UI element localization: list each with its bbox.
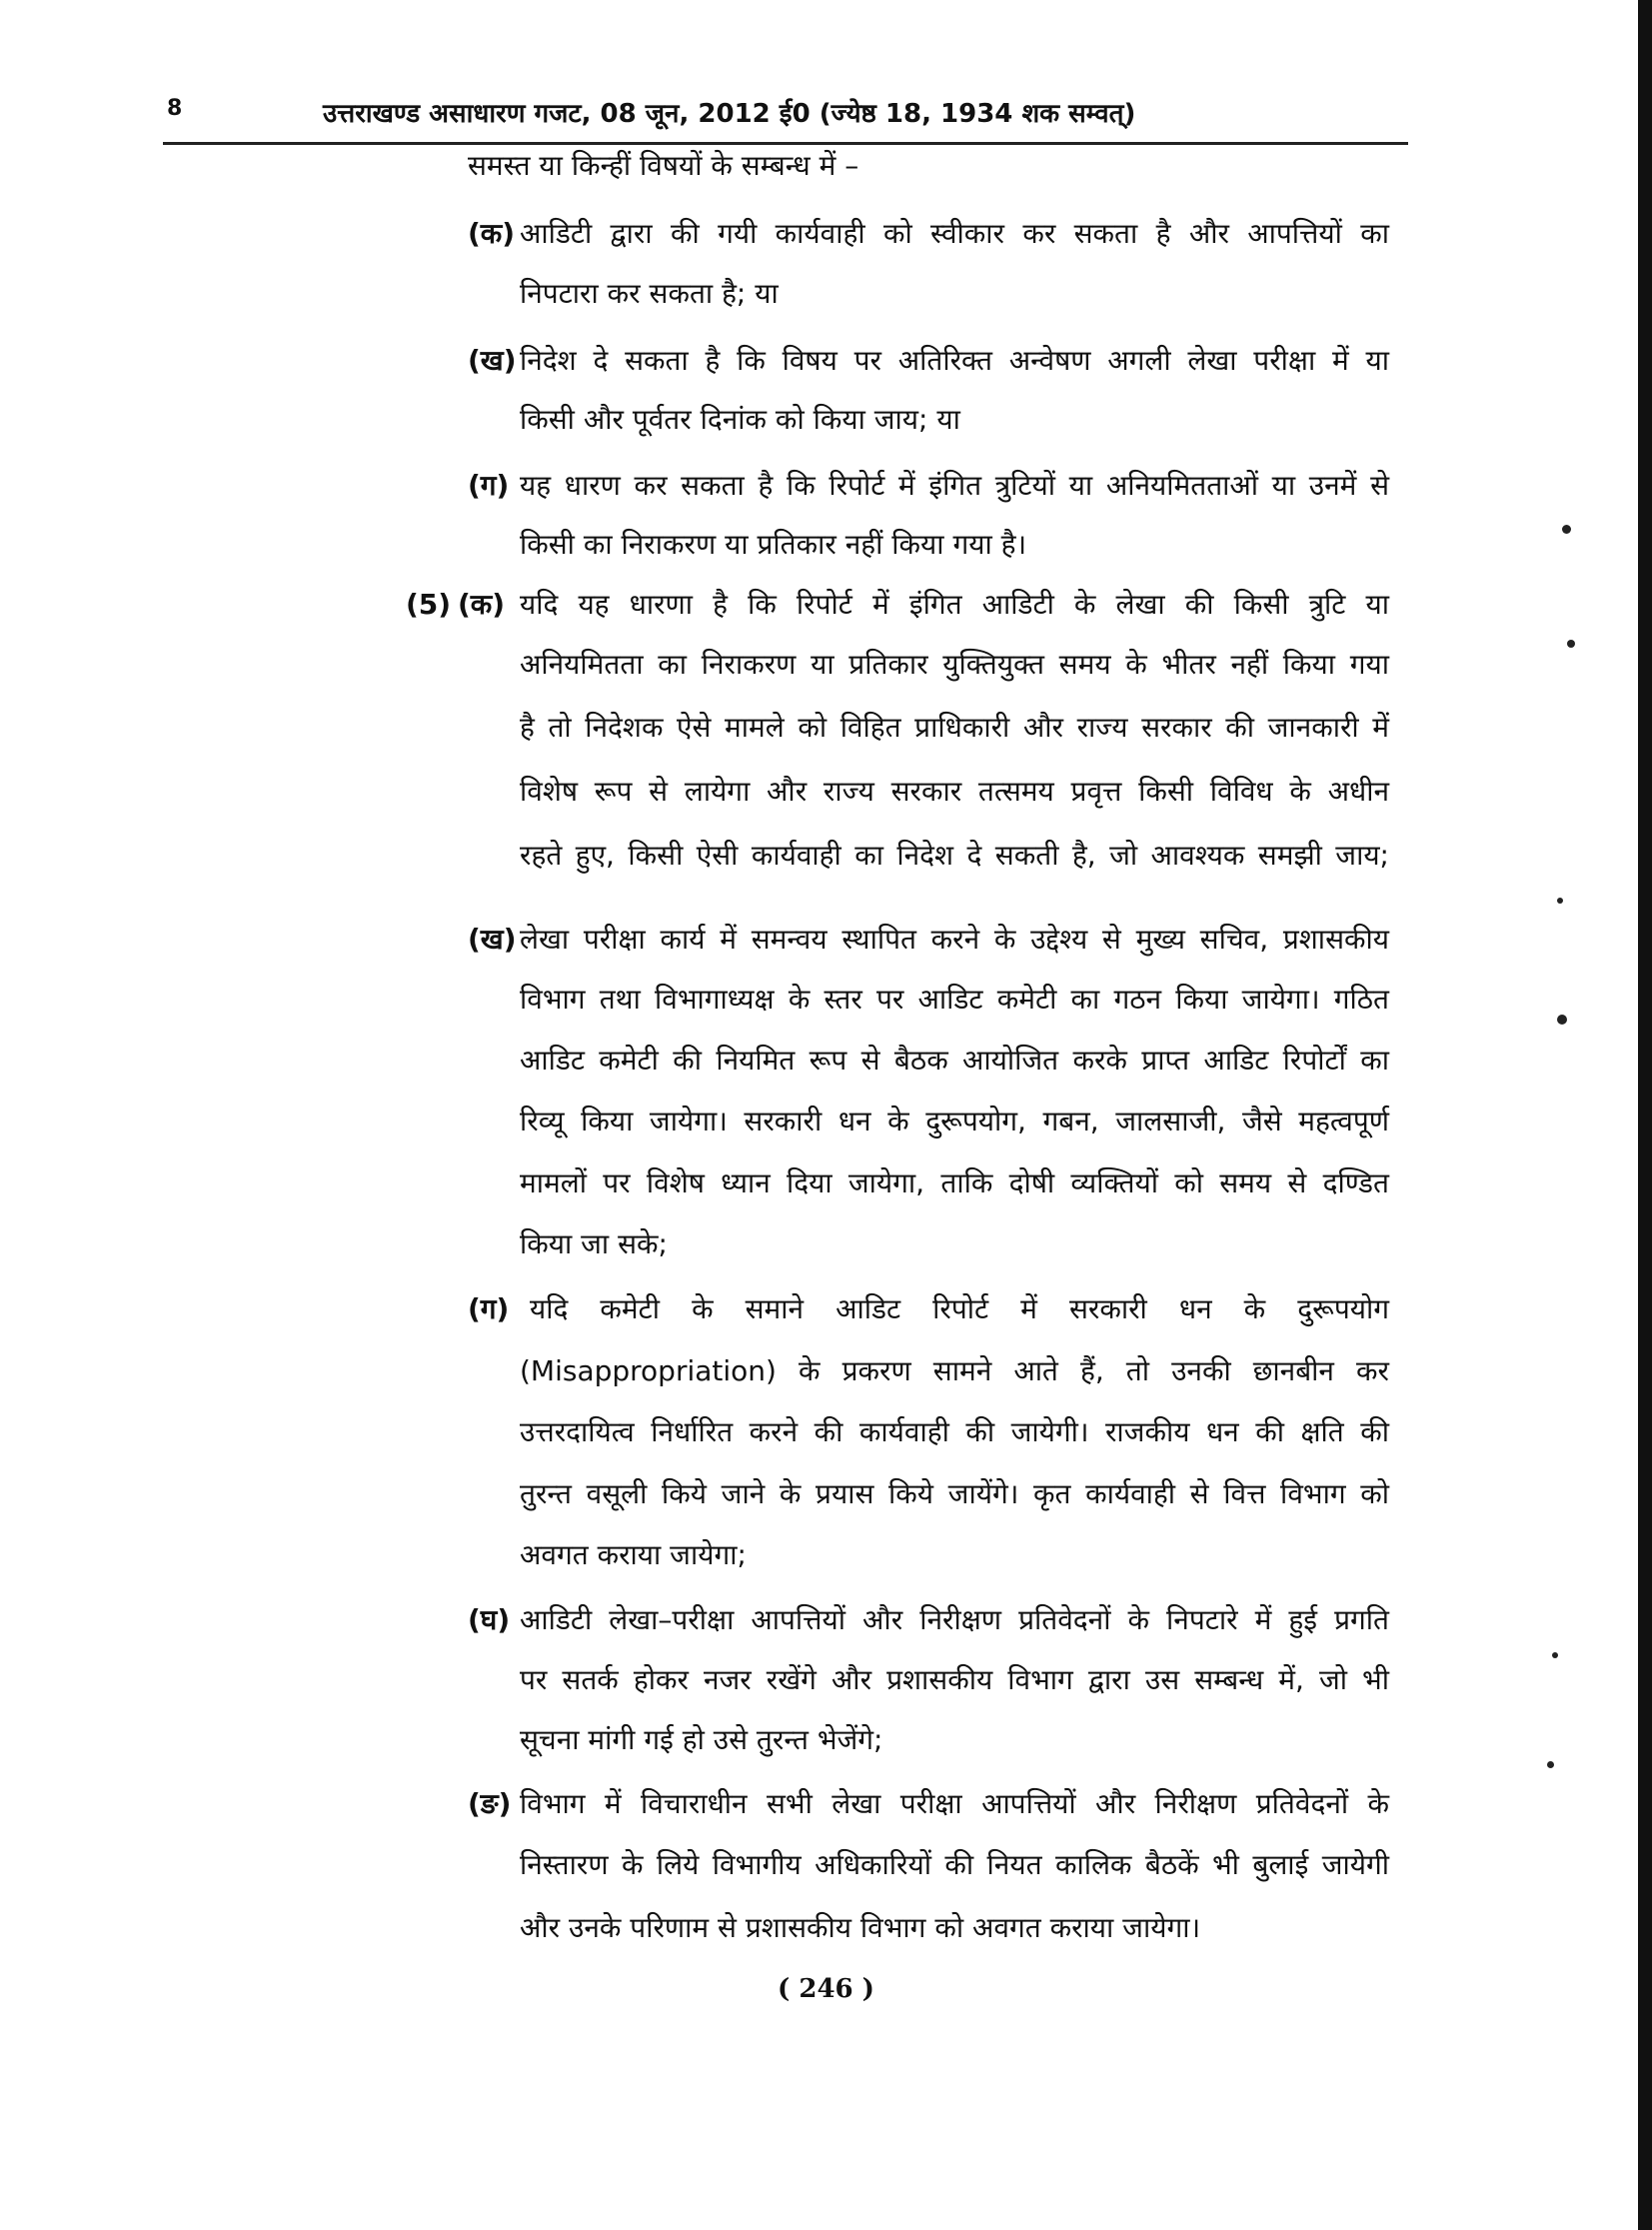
item-ka-label: (क) [468, 217, 516, 250]
section-5-ka-line: विशेष रूप से लायेगा और राज्य सरकार तत्समय प्रवृत्त किसी विविध के अधीन [520, 775, 1389, 808]
item-ga-line: किसी का निराकरण या प्रतिकार नहीं किया गया है। [520, 528, 1027, 561]
page-header [163, 92, 1408, 145]
section-5-gha-line: पर सतर्क होकर नजर रखेंगे और प्रशासकीय विभाग द्वारा उस सम्बन्ध में, जो भी [520, 1663, 1389, 1696]
scan-speck [1547, 1761, 1554, 1768]
item-kha-line: किसी और पूर्वतर दिनांक को किया जाय; या [520, 403, 960, 436]
item-ka-line: निपटारा कर सकता है; या [520, 277, 779, 310]
scan-speck [1567, 640, 1575, 648]
scan-edge-shadow [1638, 0, 1652, 2230]
section-5-kha-line: मामलों पर विशेष ध्यान दिया जायेगा, ताकि दोषी व्यक्तियों को समय से दण्डित [520, 1166, 1389, 1199]
scan-speck [1562, 525, 1571, 534]
section-5-ga-line: यदि कमेटी के समाने आडिट रिपोर्ट में सरकारी धन के दुरूपयोग [530, 1292, 1389, 1325]
section-5-ga-label: (ग) [468, 1292, 510, 1325]
section-5-gha-label: (घ) [468, 1603, 511, 1636]
section-5-ka-line: रहते हुए, किसी ऐसी कार्यवाही का निदेश दे सकती है, जो आवश्यक समझी जाय; [520, 839, 1389, 872]
section-5-nga-line: निस्तारण के लिये विभागीय अधिकारियों की नियत कालिक बैठकें भी बुलाई जायेगी [520, 1848, 1389, 1881]
section-5-nga-line: विभाग में विचाराधीन सभी लेखा परीक्षा आपत्तियों और निरीक्षण प्रतिवेदनों के [520, 1787, 1389, 1820]
gazette-title: उत्तराखण्ड असाधारण गजट, 08 जून, 2012 ई0 (ज्येष्ठ 18, 1934 शक सम्वत्) [323, 99, 1136, 129]
section-5-gha-line: आडिटी लेखा–परीक्षा आपत्तियों और निरीक्षण प्रतिवेदनों के निपटारे में हुई प्रगति [520, 1603, 1389, 1636]
section-5-kha-label: (ख) [468, 923, 517, 956]
section-5-kha-line: लेखा परीक्षा कार्य में समन्वय स्थापित करने के उद्देश्य से मुख्य सचिव, प्रशासकीय [520, 923, 1389, 956]
section-5-kha-line: किया जा सके; [520, 1227, 668, 1260]
intro-line: समस्त या किन्हीं विषयों के सम्बन्ध में – [468, 149, 859, 182]
section-5-kha-line: रिव्यू किया जायेगा। सरकारी धन के दुरूपयोग, गबन, जालसाजी, जैसे महत्वपूर्ण [520, 1105, 1389, 1137]
item-kha-line: निदेश दे सकता है कि विषय पर अतिरिक्त अन्वेषण अगली लेखा परीक्षा में या [520, 344, 1389, 377]
item-ga-line: यह धारण कर सकता है कि रिपोर्ट में इंगित त्रुटियों या अनियमितताओं या उनमें से [520, 469, 1389, 502]
scan-speck [1557, 1015, 1567, 1025]
section-5-ga-line: अवगत कराया जायेगा; [520, 1538, 747, 1571]
section-5-ka-label: (क) [458, 588, 506, 621]
page-footer: ( 246 ) [778, 1974, 874, 2004]
section-5-nga-line: और उनके परिणाम से प्रशासकीय विभाग को अवगत कराया जायेगा। [520, 1911, 1201, 1944]
section-5-ka-line: अनियमितता का निराकरण या प्रतिकार युक्तियुक्त समय के भीतर नहीं किया गया [520, 648, 1389, 681]
scan-speck [1552, 1652, 1558, 1658]
section-5-ga-line: तुरन्त वसूली किये जाने के प्रयास किये जायेंगे। कृत कार्यवाही से वित्त विभाग को [520, 1477, 1389, 1510]
section-5-ga-line: (Misappropriation) के प्रकरण सामने आते हैं, तो उनकी छानबीन कर [520, 1354, 1389, 1387]
scan-speck [1557, 898, 1563, 904]
section-5-kha-line: विभाग तथा विभागाध्यक्ष के स्तर पर आडिट कमेटी का गठन किया जायेगा। गठित [520, 983, 1389, 1016]
section-5-nga-label: (ङ) [468, 1787, 512, 1820]
item-ka-line: आडिटी द्वारा की गयी कार्यवाही को स्वीकार कर सकता है और आपत्तियों का [520, 217, 1389, 250]
page-number: 8 [167, 96, 183, 121]
item-ga-label: (ग) [468, 469, 510, 502]
section-5-gha-line: सूचना मांगी गई हो उसे तुरन्त भेजेंगे; [520, 1723, 883, 1756]
section-5-kha-line: आडिट कमेटी की नियमित रूप से बैठक आयोजित करके प्राप्त आडिट रिपोर्टों का [520, 1044, 1389, 1077]
item-kha-label: (ख) [468, 344, 517, 377]
section-5-number: (5) [406, 588, 452, 621]
section-5-ga-line: उत्तरदायित्व निर्धारित करने की कार्यवाही की जायेगी। राजकीय धन की क्षति की [520, 1415, 1389, 1448]
section-5-ka-line: यदि यह धारणा है कि रिपोर्ट में इंगित आडिटी के लेखा की किसी त्रुटि या [520, 588, 1389, 621]
section-5-ka-line: है तो निदेशक ऐसे मामले को विहित प्राधिकारी और राज्य सरकार की जानकारी में [520, 711, 1389, 744]
